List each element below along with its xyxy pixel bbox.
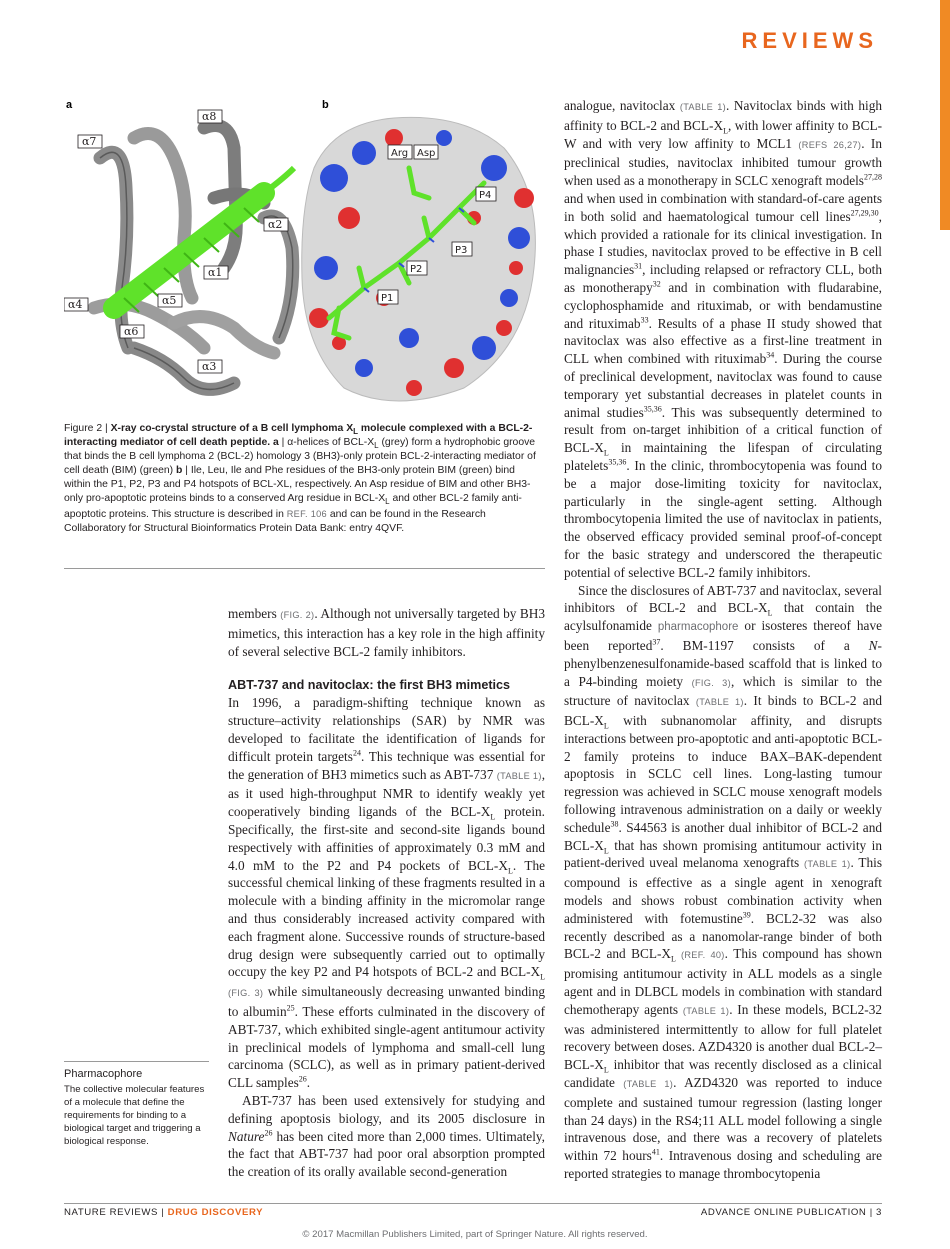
margin-note-text: The collective molecular features of a molecule that define the requirements for binding to a biological target and triggering a biological response. xyxy=(64,1084,205,1148)
figure-caption: Figure 2 | X-ray co-crystal structure of a B cell lymphoma $X_L$ molecule complexed with a BCL-2-interacting mediator of cell death peptide. a | α-helices of BCL-$X_L$ (grey) form a hydrophobic groove that binds the B cell lymphoma 2 (BCL-2) homology 3 (BH3)-only protein BCL-2-interacting mediator of cell death (BIM) (green) b | Ile, Leu, Ile and Phe residues of the BH3-only protein BIM (green) bind within the P1, P2, P3 and P4 hotspots of BCL-XL, respectively. An Asp residue of BIM and other BH3-only pro-apoptotic proteins binds to a conserved Arg residue in BCL-$X_L$ and other BCL-2 family anti-apoptotic proteins. This structure is described in REF. 106 and can be found in the Research Collaboratory for Structural Bioinformatics Protein Data Bank: entry 4QVF. xyxy=(64,423,536,534)
footer-journal: NATURE REVIEWS | DRUG DISCOVERY xyxy=(64,1207,264,1218)
footer-brand: DRUG DISCOVERY xyxy=(167,1207,264,1218)
table-ref-link[interactable]: (TABLE 1) xyxy=(623,1079,674,1090)
paragraph: ABT-737 has been used extensively for studying and defining apoptosis biology, and its 2005 disclosure in Nature$^{26}$ has been cited more than 2,000 times. Ultimately, the fact that ABT-737 had poor oral absorption prompted the creation of its orally available second-generation xyxy=(228,1092,545,1180)
margin-note-title: Pharmacophore xyxy=(64,1068,143,1080)
caption-fig-number: Figure 2 | xyxy=(64,423,111,434)
panel-b-label: b xyxy=(322,99,329,111)
body-column-left xyxy=(228,605,545,1181)
helix-label-a6: α6 xyxy=(124,325,139,338)
refs-link[interactable]: (REFS 26,27) xyxy=(798,139,862,150)
helix-label-a8: α8 xyxy=(202,110,217,123)
paragraph: Since the disclosures of ABT-737 and navitoclax, several inhibitors of BCL-2 and BCL-$X_L$ that contain the acylsulfonamide pharmacophore or isosteres thereof have been reported$^{37}$. BM-1197 consists of a N-phenylbenzenesulfonamide-based scaffold that is linked to a P4-binding moiety (FIG. 3), which is similar to the structure of navitoclax (TABLE 1). It binds to BCL-2 and BCL-$X_L$ with subnanomolar affinity, and disrupts interactions between pro-apoptotic and anti-apoptotic BCL-2 family proteins to induce BAX–BAK-dependent apoptosis in SCLC cell lines. Long-lasting tumour regression was achieved in SCLC mouse xenograft models following intravenous administration on a daily or weekly schedule$^{38}$. S44563 is another dual inhibitor of BCL-2 and BCL-$X_L$ that has shown promising antitumour activity in patient-derived uveal melanoma xenografts (TABLE 1). This compound is effective as a single agent in xenograft models and shows robust combination activity when administered with fotemustine$^{39}$. BCL2-32 was also recently described as a nanomolar-range binder of both BCL-2 and BCL-$X_L$ (REF. 40). This compound has shown promising antitumour activity in ALL models as a single agent and in DLBCL models in combination with standard chemotherapy agents (TABLE 1). In these models, BCL2-32 was administered intermittently to allow for full platelet recovery between doses. AZD4320 is another dual BCL-$2-BCL-X_L$ inhibitor that was recently disclosed as a clinical candidate (TABLE 1). AZD4320 was reported to induce complete and sustained tumour regression (lasting longer than 24 days) in the RS4;11 ALL model following a single intravenous dose, and there was a recovery of platelets within 72 hours$^{41}$. Intravenous dosing and scheduling are reported strategies to manage thrombocytopenia xyxy=(564,582,883,1182)
figure-2-graphic xyxy=(64,98,544,416)
pocket-label-p3: P3 xyxy=(455,245,468,256)
helix-label-a2: α2 xyxy=(268,218,283,231)
copyright-notice: © 2017 Macmillan Publishers Limited, part of Springer Nature. All rights reserved. xyxy=(302,1229,648,1240)
table-ref-link[interactable]: (TABLE 1) xyxy=(695,697,744,708)
pocket-label-p4: P4 xyxy=(479,190,492,201)
panel-a-label: a xyxy=(66,99,73,111)
footer-divider xyxy=(64,1203,882,1204)
helix-label-a4: α4 xyxy=(68,298,83,311)
paragraph: members (FIG. 2). Although not universally targeted by BH3 mimetics, this interaction has a key role in the high affinity of several selective BCL-2 family inhibitors. xyxy=(228,606,546,659)
panel-a-ribbon xyxy=(64,110,294,389)
helix-label-a7: α7 xyxy=(82,135,97,148)
caption-ref-link[interactable]: REF. 106 xyxy=(286,508,327,519)
body-column-right xyxy=(564,97,882,1183)
helix-label-a1: α1 xyxy=(208,266,223,279)
residue-label-asp: Asp xyxy=(417,148,436,159)
figure-2 xyxy=(64,98,544,416)
section-color-bar xyxy=(940,0,950,230)
table-ref-link[interactable]: (TABLE 1) xyxy=(496,770,542,781)
panel-b-surface xyxy=(302,117,536,401)
footer-page: ADVANCE ONLINE PUBLICATION | 3 xyxy=(700,1207,882,1218)
residue-label-arg: Arg xyxy=(391,148,409,159)
helix-label-a3: α3 xyxy=(202,360,217,373)
fig-ref-link[interactable]: (FIG. 3) xyxy=(691,677,731,688)
table-ref-link[interactable]: (TABLE 1) xyxy=(804,859,851,870)
table-ref-link[interactable]: (TABLE 1) xyxy=(679,102,726,112)
ref-link[interactable]: (REF. 40) xyxy=(675,950,725,961)
section-header: REVIEWS xyxy=(741,28,878,53)
caption-title: X-ray co-crystal structure of a B cell lymphoma $X_L$ molecule complexed with a BCL-2-interacting mediator of cell death peptide. a xyxy=(64,423,533,449)
pocket-label-p2: P2 xyxy=(410,264,423,275)
pocket-label-p1: P1 xyxy=(381,293,394,304)
glossary-term-link[interactable]: pharmacophore xyxy=(657,621,739,634)
caption-divider xyxy=(64,568,545,569)
paragraph: analogue, navitoclax (TABLE 1). Navitoclax binds with high affinity to BCL-2 and BCL-$X_L$, with lower affinity to BCL-W and with very low affinity to MCL1 (REFS 26,27). In preclinical studies, navitoclax inhibited tumour growth when used as a monotherapy in SCLC xenograft models$^{27,28}$ and when used in combination with standard-of-care agents in both solid and haematological tumour cell lines$^{27,29,30}$, which provided a rationale for its clinical investigation. In phase I studies, navitoclax proved to be effective in B cell malignancies$^{31}$, including relapsed or refractory CLL, both as monotherapy$^{32}$ and in combination with fludarabine, cyclophosphamide and rituximab, or with bendamustine and rituximab$^{33}$. Results of a phase II study showed that navitoclax was also effective as a first-line treatment in CLL when combined with rituximab$^{34}$. During the course of preclinical development, navitoclax was found to cause temporary yet substantial decreases in platelet counts in animal studies$^{35,36}$. This was subsequently determined to result from on-target inhibition of a critical function of BCL-$X_L$ in maintaining the lifespan of circulating platelets$^{35,36}$. In the clinic, thrombocytopenia was found to be a major dose-limiting toxicity for navitoclax, particularly in the single-agent setting. Although thrombocytopenia limited the use of navitoclax in patients, the observed efficacy provided seminal proof-of-concept for the basic strategy and underscored the therapeutic potential of selective BCL-2 family inhibitors. xyxy=(564,98,883,580)
table-ref-link[interactable]: (TABLE 1) xyxy=(682,1005,730,1016)
section-heading: ABT-737 and navitoclax: the first BH3 mimetics xyxy=(228,678,511,693)
paragraph: In 1996, a paradigm-shifting technique known as structure–activity relationships (SAR) by NMR was developed to facilitate the identification of ligands for difficult protein targets$^{24}$. This technique was essential for the generation of BH3 mimetics such as ABT-737 (TABLE 1), as it used high-throughput NMR to identify weakly yet cooperatively binding ligands of the BCL-$X_L$ protein. Specifically, the first-site and second-site ligands bound respectively with affinities of approximately 0.3 mM and 4.0 mM to the P2 and P4 pockets of BCL-$X_L$. The successful chemical linking of these fragments resulted in a molecule with a binding affinity in the micromolar range and thus considerably increased activity compared with each fragment alone. Successive rounds of structure-based drug design were subsequently carried out to optimally occupy the key P2 and P4 hotspots of BCL-2 and BCL-$X_L$ (FIG. 3) while simultaneously decreasing unwanted binding to albumin$^{25}$. These efforts culminated in the discovery of ABT-737, which exhibited single-agent antitumour activity in preclinical models of lymphoma and small-cell lung carcinoma (SCLC), as well as in primary patient-derived CLL samples$^{26}$. xyxy=(228,695,546,1091)
margin-note-divider xyxy=(64,1061,209,1062)
fig-ref-link[interactable]: (FIG. 3) xyxy=(228,988,264,999)
fig-ref-link[interactable]: (FIG. 2) xyxy=(280,610,315,620)
helix-label-a5: α5 xyxy=(162,294,177,307)
